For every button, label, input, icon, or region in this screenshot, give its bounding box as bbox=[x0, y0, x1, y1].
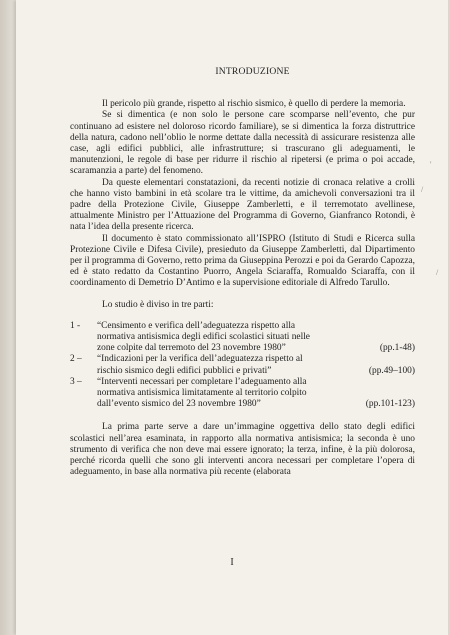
list-item bbox=[70, 354, 415, 376]
parts-list bbox=[70, 321, 415, 411]
page-binding-edge bbox=[0, 0, 16, 635]
list-item-line: dall’evento sismico del 23 novembre 1980” bbox=[97, 399, 261, 410]
list-item-pages: (pp.101-123) bbox=[365, 399, 415, 410]
page-body bbox=[70, 66, 415, 479]
list-item-number: 3 – bbox=[70, 376, 82, 387]
list-item-number: 2 – bbox=[70, 354, 82, 365]
list-item-line: “Indicazioni per la verifica dell’adeguatezza rispetto al bbox=[97, 354, 303, 365]
paragraph-2: Se si dimentica (e non solo le persone care scomparse nell’evento, che pur continuano ad esistere nel doloroso ricordo familiare), se si dimentica la forza distruttrice della natura, cadono nell’oblio le norme dettate dalla necessità di assicurare resistenza alle case, agli edifici pubblici, alle infrastrutture; si trascurano gli adeguamenti, le manutenzioni, le regole di base per ridurre il rischio al ripetersi (e prima o poi accade, scaramanzia a parte) del fenomeno. bbox=[70, 110, 415, 177]
margin-mark: / bbox=[421, 185, 424, 194]
page-number: I bbox=[230, 557, 234, 568]
page-title: INTRODUZIONE bbox=[215, 66, 290, 77]
list-item-line: zone colpite dal terremoto del 23 novembre 1980” bbox=[97, 343, 286, 354]
list-item-pages: (pp.1-48) bbox=[379, 343, 415, 354]
list-item bbox=[70, 377, 415, 411]
list-item bbox=[70, 321, 415, 355]
paragraph-4: Il documento è stato commissionato all’ISPRO (Istituto di Studi e Ricerca sulla Protezione Civile e Difesa Civile), presieduto da Giuseppe Zamberletti, dal Dipartimento per il programma di Governo, retto prima da Giuseppina Perozzi e poi da Gerardo Capozza, ed è stato redatto da Costantino Puorro, Angela Sciaraffa, Romualdo Sciaraffa, con il coordinamento di Demetrio D’Antimo e la supervisione editoriale di Alfredo Tarullo. bbox=[70, 233, 415, 289]
document-page bbox=[16, 0, 448, 635]
list-item-line: normativa antisismica degli edifici scolastici situati nelle bbox=[97, 332, 310, 343]
list-item-pages: (pp.49–100) bbox=[368, 365, 415, 376]
margin-mark: ' bbox=[430, 160, 432, 169]
list-item-line: “Interventi necessari per completare l’adeguamento alla bbox=[97, 376, 307, 387]
list-item-line: rischio sismico degli edifici pubblici e privati” bbox=[97, 365, 272, 376]
paragraph-5: Lo studio è diviso in tre parti: bbox=[102, 299, 214, 310]
paragraph-6: La prima parte serve a dare un’immagine oggettiva dello stato degli edifici scolastici nell’area esaminata, in rapporto alla normativa antisismica; la seconda è uno strumento di verifica che non deve mai essere ignorato; la terza, infine, è la più dolorosa, perché ricorda quelli che sono gli interventi ancora necessari per completare l’opera di adeguamento, in base alla normativa più recente (elaborata bbox=[70, 422, 415, 478]
margin-mark: / bbox=[436, 268, 439, 277]
list-item-line: normativa antisismica limitatamente al territorio colpito bbox=[97, 388, 307, 399]
list-item-line: “Censimento e verifica dell’adeguatezza rispetto alla bbox=[97, 320, 296, 331]
paragraph-3: Da queste elementari constatazioni, da recenti notizie di cronaca relative a crolli che hanno visto bambini in età scolare tra le vittime, da amichevoli conversazioni tra il padre della Protezione Civile, Giuseppe Zamberletti, e il terremotato avellinese, attualmente Ministro per l’Attuazione del Programma di Governo, Gianfranco Rotondi, è nata l’idea della presente ricerca. bbox=[70, 177, 415, 233]
list-item-number: 1 - bbox=[70, 320, 81, 331]
paragraph-1: Il pericolo più grande, rispetto al rischio sismico, è quello di perdere la memoria. bbox=[102, 99, 406, 110]
